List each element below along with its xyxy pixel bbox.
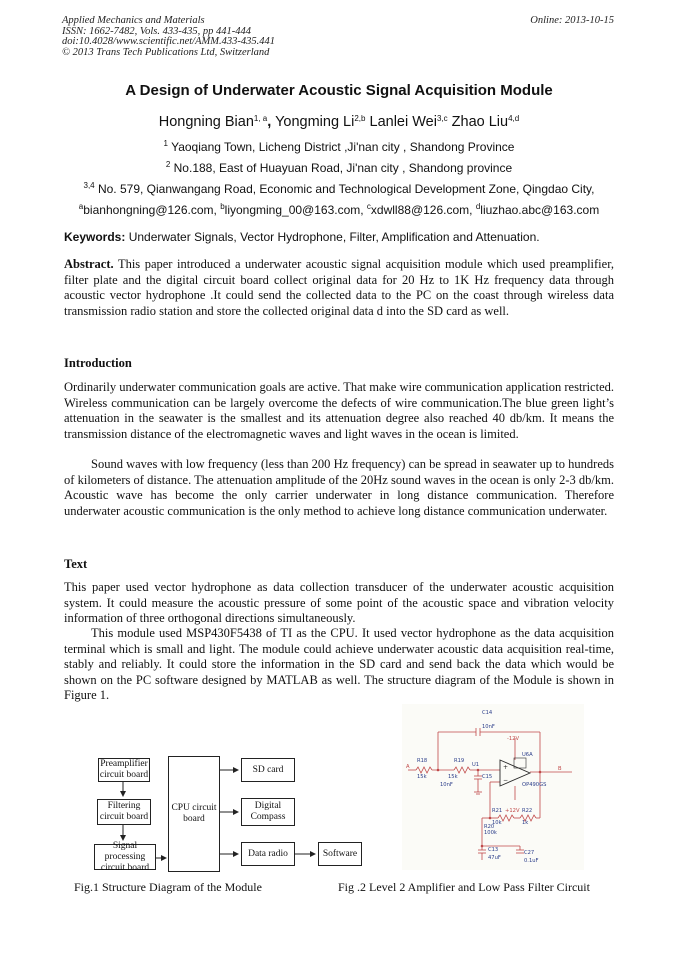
- text-paragraph-1: This paper used vector hydrophone as data collection transducer of the underwater acoustic acquisition system. It could measure the acoustic pressure of some point of the acoustic space and vibration velocity information of three orthogonal directions simultaneously.: [64, 580, 614, 625]
- label-pos12: +12V: [505, 808, 520, 814]
- author-name: Yongming Li: [275, 114, 355, 130]
- affiliation-3: [0, 181, 678, 196]
- label-opamp: OP490GS: [522, 782, 547, 788]
- email-sup: b: [220, 202, 225, 211]
- email-sup: c: [366, 202, 371, 211]
- email: bianhongning@126.com,: [83, 203, 221, 217]
- paper-title: A Design of Underwater Acoustic Signal Acquisition Module: [125, 82, 553, 99]
- preamplifier-box: Preamplifier circuit board: [99, 759, 149, 780]
- digital-compass-box: Digital Compass: [241, 798, 295, 826]
- svg-text:−: −: [503, 777, 509, 784]
- journal-header: [62, 16, 275, 58]
- label-a: A: [406, 764, 410, 770]
- label-r20: R20: [484, 824, 495, 830]
- label-r18v: 15k: [417, 774, 427, 780]
- doi-line: doi:10.4028/www.scientific.net/AMM.433-435.441: [62, 36, 275, 47]
- circuit-drawing: [402, 704, 584, 870]
- issn-line: ISSN: 1662-7482, Vols. 433-435, pp 441-444: [62, 25, 251, 37]
- affiliation-sup: 2: [165, 160, 171, 169]
- label-c13: C13: [488, 847, 499, 853]
- author-sup: 1, a: [253, 114, 268, 123]
- label-r19: R19: [454, 758, 465, 764]
- affiliation-text: No.188, East of Huayuan Road, Ji'nan city , Shandong province: [173, 161, 513, 175]
- introduction-paragraph-2: Sound waves with low frequency (less than 200 Hz frequency) can be spread in seawater up to hundreds of kilometers of distance. The attenuation amplitude of the 20Hz sound waves in the ocean is only 2-3 db/km. Acoustic wave has become the only carrier underwater in long distance communication. Therefore underwater acoustic communication is the only method to achieve long distance communication underwater.: [64, 457, 614, 518]
- data-radio-box: Data radio: [241, 842, 295, 866]
- cpu-box: CPU circuit board: [168, 756, 220, 872]
- label-u6a: U6A: [522, 752, 533, 758]
- signal-processing-box: Signal processing circuit board: [94, 844, 156, 870]
- label-c13v: 47uF: [488, 855, 501, 861]
- figure-1-structure-diagram: [90, 748, 386, 874]
- affiliation-sup: 1: [163, 139, 168, 148]
- email: liyongming_00@163.com,: [224, 203, 367, 217]
- label-r22v: 1k: [522, 820, 529, 826]
- email: xdwll88@126.com,: [370, 203, 476, 217]
- software-box: Software: [318, 842, 362, 866]
- author-list: Hongning Bian$^{1, a}$, Yongming Li$^{2,b}$ Lanlei Wei$^{3,c}$ Zhao Liu$^{4,d}$: [158, 114, 520, 130]
- text-paragraph-2: This module used MSP430F5438 of TI as the CPU. It used vector hydrophone as the data acquisition terminal which is small and light. The module could achieve underwater acoustic data acquisition real-time, stably and reliably. It could store the information in the SD card and send back the data which would be shown on the PC software designed by MATLAB as well. The structure diagram of the Module is shown in Figure 1.: [64, 626, 614, 702]
- label-r20v: 100k: [484, 830, 497, 836]
- label-r19v: 15k: [448, 774, 458, 780]
- author-sup: 3,c: [436, 114, 448, 123]
- introduction-heading: Introduction: [64, 356, 132, 370]
- keywords-text: Underwater Signals, Vector Hydrophone, Filter, Amplification and Attenuation.: [128, 230, 540, 244]
- sd-card-box: SD card: [241, 758, 295, 782]
- author-name: Lanlei Wei: [369, 114, 437, 130]
- online-date: Online: 2013-10-15: [530, 15, 614, 26]
- journal-name: Applied Mechanics and Materials: [62, 15, 205, 26]
- label-neg12: -12V: [507, 736, 520, 742]
- figure-2-circuit-schematic: [402, 704, 584, 870]
- abstract-label: Abstract.: [64, 257, 114, 271]
- copyright-line: © 2013 Trans Tech Publications Ltd, Switzerland: [62, 46, 270, 58]
- filtering-box: Filtering circuit board: [97, 799, 151, 825]
- affiliation-sup: 3,4: [83, 181, 95, 190]
- author-name: Hongning Bian: [158, 114, 254, 130]
- abstract: [64, 257, 614, 319]
- email-sup: a: [78, 202, 84, 211]
- introduction-paragraph-1: Ordinarily underwater communication goals are active. That make wire communication application restricted. Wireless communication can be largely overcome the defects of wire communication.The blue green light’s attenuation in the seawater is the smallest and its attenuation degree also reached 40 db/km. It means the transmission distance of the electromagnetic waves and light waves in the ocean is limited.: [64, 380, 614, 441]
- label-r22: R22: [522, 808, 533, 814]
- abstract-text: This paper introduced a underwater acoustic signal acquisition module which used preamplifier, filter plate and the digital circuit board collect original data for 20 Hz to 1K Hz frequency data through acoustic vector hydrophone .It could send the collected data to the PC on the coast through wireless data transmission radio station and store the collected original data d into the SD card as well.: [64, 257, 614, 318]
- keywords-label: Keywords:: [64, 230, 126, 244]
- label-c14: C14: [482, 710, 493, 716]
- keywords: [64, 230, 540, 244]
- email-sup: d: [475, 202, 481, 211]
- affiliation-text: No. 579, Qianwangang Road, Economic and Technological Development Zone, Qingdao City,: [97, 182, 595, 196]
- label-b: B: [558, 766, 562, 772]
- label-c15v: 10nF: [440, 782, 453, 788]
- affiliation-text: Yaoqiang Town, Licheng District ,Ji'nan city , Shandong Province: [171, 140, 515, 154]
- affiliation-1: [0, 139, 678, 154]
- figure-1-caption: Fig.1 Structure Diagram of the Module: [74, 880, 262, 894]
- label-r21v: 10k: [492, 820, 502, 826]
- affiliation-2: [0, 160, 678, 175]
- svg-text:+: +: [503, 764, 509, 771]
- label-u1: U1: [472, 762, 480, 768]
- email-line: [0, 202, 678, 217]
- author-sup: 4,d: [508, 114, 520, 123]
- label-r21: R21: [492, 808, 503, 814]
- label-c14v: 10nF: [482, 724, 495, 730]
- label-r18: R18: [417, 758, 428, 764]
- text-heading: Text: [64, 557, 88, 571]
- author-name: Zhao Liu: [451, 114, 509, 130]
- figure-2-caption: Fig .2 Level 2 Amplifier and Low Pass Filter Circuit: [338, 880, 590, 894]
- label-c27: C27: [524, 850, 535, 856]
- email: liuzhao.abc@163.com: [480, 203, 600, 217]
- label-c15: C15: [482, 774, 493, 780]
- label-c27v: 0.1uF: [524, 858, 539, 864]
- author-sup: 2,b: [354, 114, 366, 123]
